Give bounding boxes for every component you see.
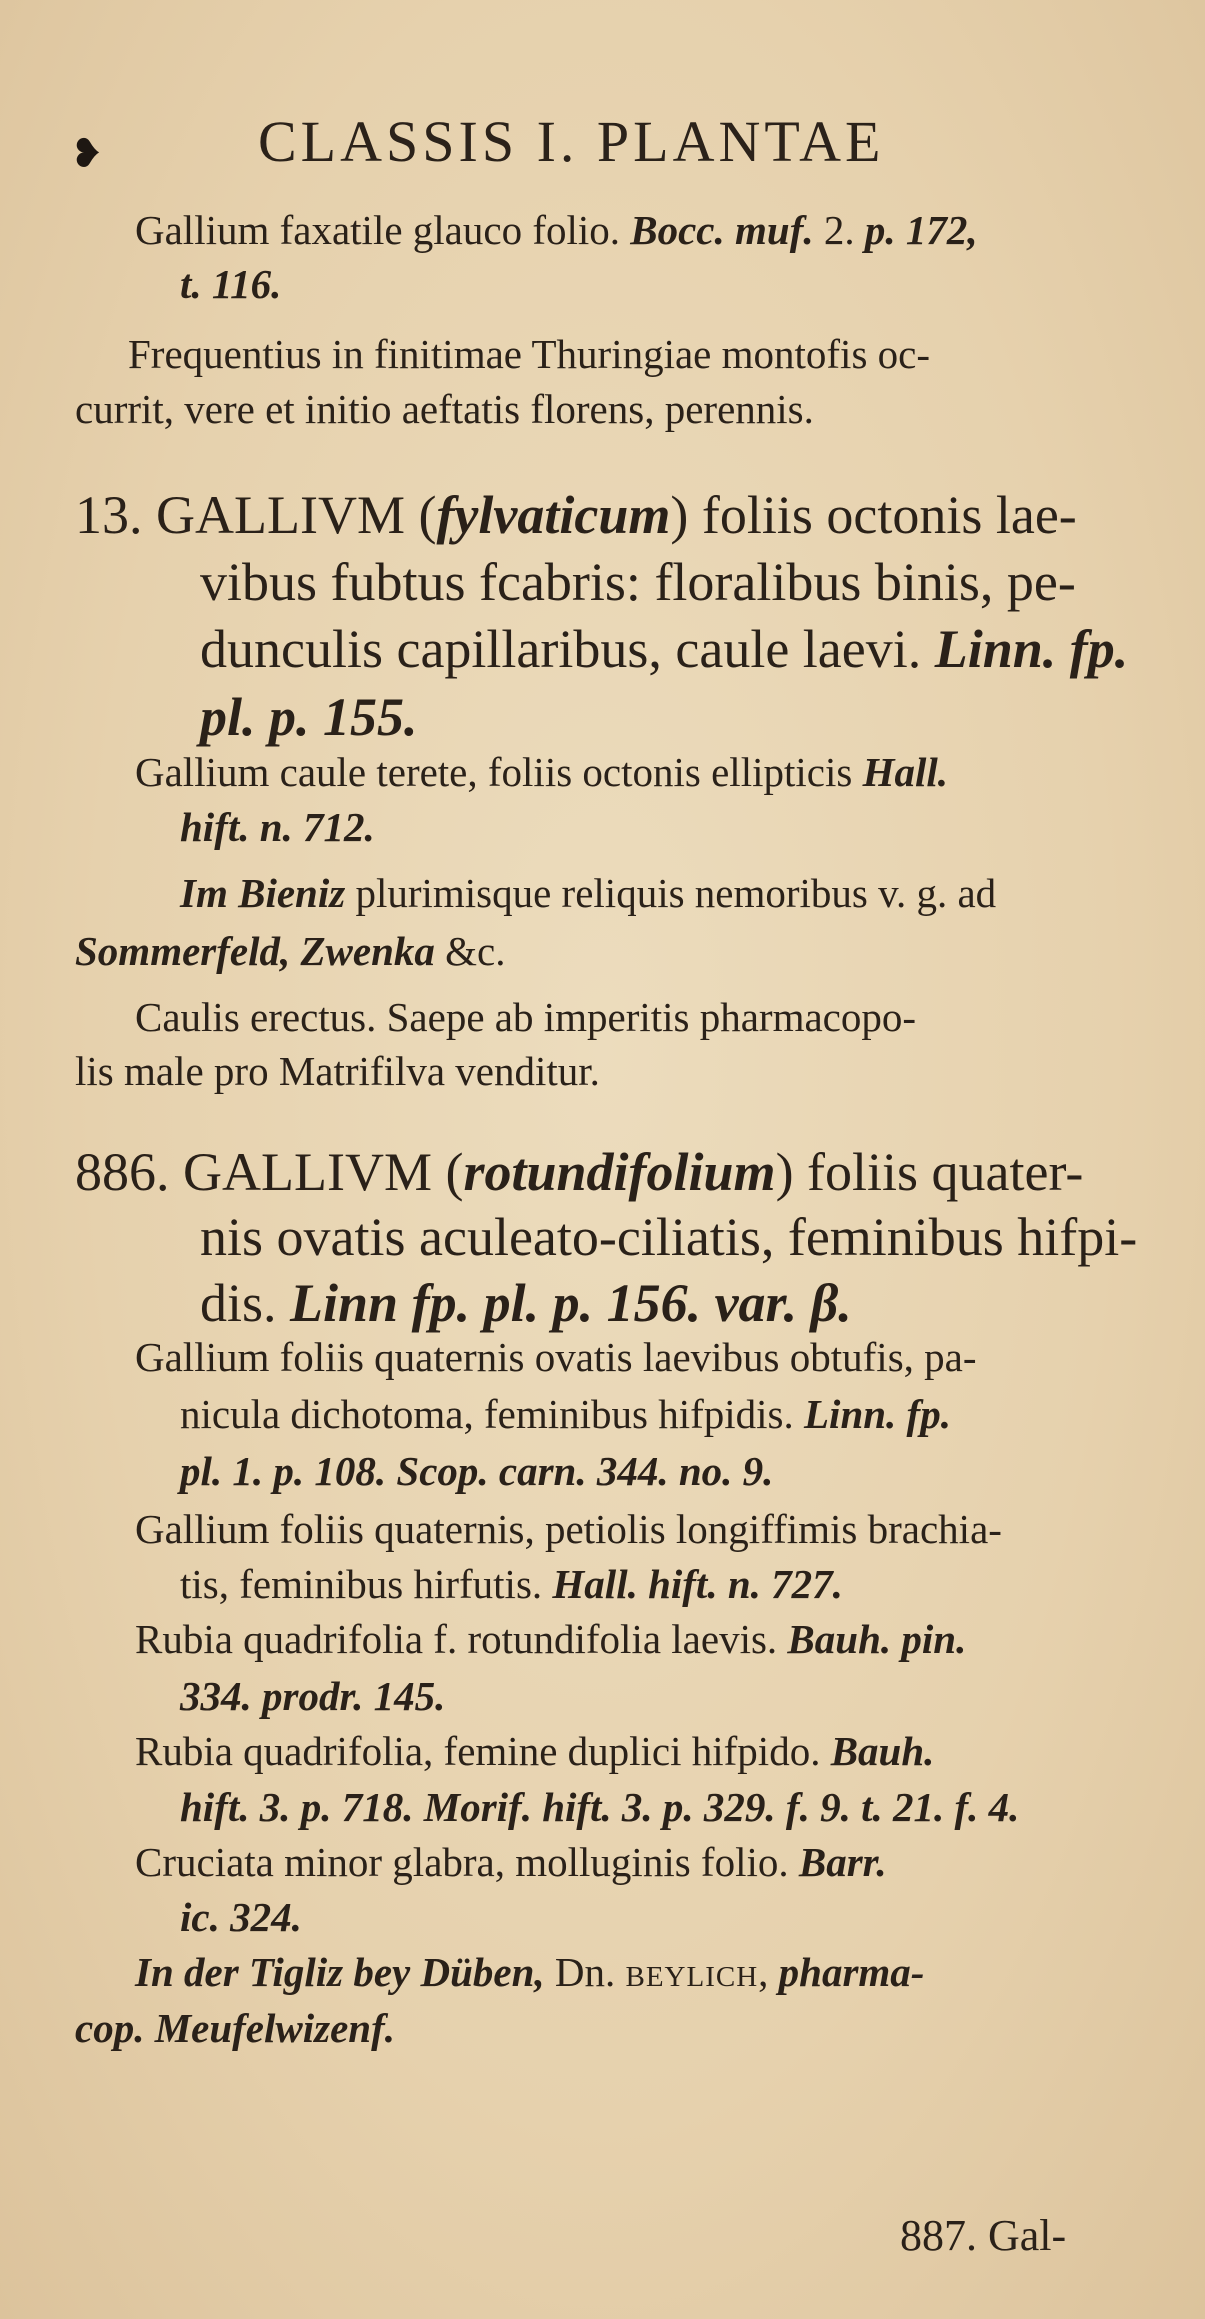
text-line (180, 803, 375, 852)
text-run: Linn fp. pl. p. 156. var. β. (290, 1273, 852, 1333)
text-line (180, 1672, 445, 1721)
catchword (900, 2210, 1066, 2261)
text-run: cop. Meufelwizenf. (75, 2005, 395, 2051)
page-title: CLASSIS I. PLANTAE (258, 109, 885, 174)
text-line (200, 1205, 1137, 1270)
text-line (128, 330, 930, 379)
text-run: &c. (434, 928, 506, 974)
text-run: Linn. fp. (934, 619, 1129, 679)
text-line (135, 1727, 934, 1776)
text-run: hift. n. 712. (180, 804, 375, 850)
text-line (75, 483, 1077, 548)
text-run: Hall. hift. n. 727. (552, 1561, 843, 1607)
text-line (135, 206, 978, 255)
text-run: Gallium foliis quaternis, petiolis longiffimis brachia- (135, 1506, 1002, 1552)
text-run: rotundifolium (463, 1142, 776, 1202)
text-line (135, 748, 948, 797)
text-run: ) foliis octonis lae- (670, 485, 1077, 545)
text-run: dis. (200, 1273, 291, 1333)
text-line (180, 869, 996, 918)
text-run: vibus fubtus fcabris: floralibus binis, pe- (200, 552, 1076, 612)
text-line (180, 1447, 773, 1496)
text-run: Dn. (544, 1949, 626, 1995)
text-line (135, 1838, 887, 1887)
text-line (75, 2004, 395, 2053)
text-line (75, 1047, 600, 1096)
text-run: pl. p. 155. (200, 687, 418, 747)
text-run: fylvaticum (436, 485, 671, 545)
text-run: Bauh. pin. (787, 1616, 967, 1662)
text-run: Rubia quadrifolia, femine duplici hifpido. (135, 1728, 831, 1774)
text-line (200, 685, 418, 750)
text-line (200, 617, 1128, 682)
text-run: Rubia quadrifolia f. rotundifolia laevis. (135, 1616, 788, 1662)
text-run: Cruciata minor glabra, molluginis folio. (135, 1839, 799, 1885)
text-run: lis male pro Matrifilva venditur. (75, 1048, 600, 1094)
text-run: Caulis erectus. Saepe ab imperitis pharmacopo- (135, 994, 917, 1040)
text-run: 172, (895, 207, 978, 253)
text-run: plurimisque reliquis nemoribus v. g. ad (345, 870, 997, 916)
text-run: ic. 324. (180, 1894, 302, 1940)
text-line (135, 1948, 924, 1997)
text-line (135, 1333, 977, 1382)
text-run: 886. (75, 1142, 183, 1202)
text-run: Gallium faxatile glauco folio. (135, 207, 631, 253)
text-run: 334. prodr. 145. (180, 1673, 446, 1719)
text-run: nis ovatis aculeato-ciliatis, feminibus hifpi- (200, 1207, 1138, 1267)
text-line (180, 1390, 951, 1439)
catchword-text: 887. Gal- (900, 2211, 1067, 2260)
text-line (180, 1783, 1019, 1832)
text-run: 2. (813, 207, 865, 253)
text-line (135, 1505, 1002, 1554)
text-run: Hall. (862, 749, 948, 795)
text-run: Bocc. muf. (630, 207, 814, 253)
text-line (180, 1893, 302, 1942)
text-run: Frequentius in finitimae Thuringiae montofis oc- (128, 331, 931, 377)
text-run: t. 116. (180, 261, 282, 307)
text-run: p. (864, 207, 896, 253)
running-header (70, 108, 1070, 188)
text-run: Sommerfeld, Zwenka (75, 928, 435, 974)
text-run: dunculis capillaribus, caule laevi. (200, 619, 935, 679)
text-run: In der Tigliz bey Düben, (135, 1949, 545, 1995)
text-line (180, 260, 281, 309)
text-line (75, 927, 505, 976)
text-run: beylich (625, 1949, 759, 1995)
text-line (75, 1140, 1083, 1205)
text-run: ) foliis quater- (775, 1142, 1084, 1202)
text-run: pharma- (778, 1949, 925, 1995)
text-run: pl. 1. p. 108. Scop. carn. 344. no. 9. (180, 1448, 774, 1494)
text-run: Linn. fp. (804, 1391, 951, 1437)
text-run: GALLIVM ( (156, 485, 437, 545)
text-run: Barr. (798, 1839, 887, 1885)
text-run: Gallium foliis quaternis ovatis laevibus obtufis, pa- (135, 1334, 977, 1380)
text-line (75, 385, 814, 434)
text-line (135, 993, 916, 1042)
text-line (200, 1271, 852, 1336)
ornament-mark: ❥ (70, 131, 104, 176)
text-run: GALLIVM ( (183, 1142, 464, 1202)
text-run: 13. (75, 485, 156, 545)
text-run: tis, feminibus hirfutis. (180, 1561, 553, 1607)
text-run: Gallium caule terete, foliis octonis ellipticis (135, 749, 863, 795)
text-run: Bauh. (830, 1728, 935, 1774)
text-run: hift. 3. p. 718. Morif. hift. 3. p. 329. f. 9. t. 21. f. 4. (180, 1784, 1020, 1830)
text-line (180, 1560, 843, 1609)
text-run: nicula dichotoma, feminibus hifpidis. (180, 1391, 805, 1437)
text-line (135, 1615, 966, 1664)
text-run: currit, vere et initio aeftatis florens, perennis. (75, 386, 814, 432)
text-run: Im Bieniz (180, 870, 346, 916)
text-run: , (758, 1949, 779, 1995)
text-line (200, 550, 1076, 615)
